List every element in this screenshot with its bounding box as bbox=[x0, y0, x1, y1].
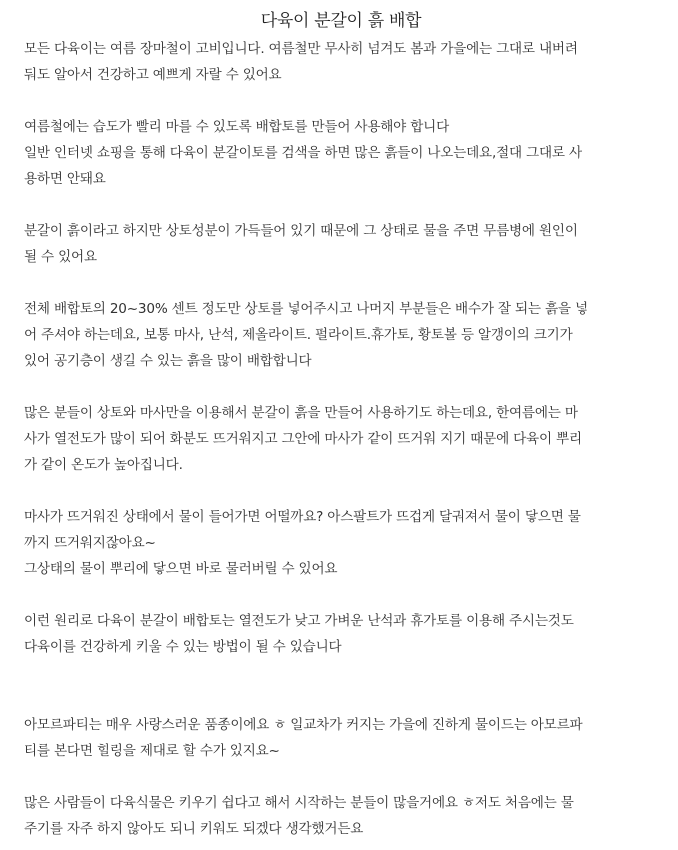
text-line: 여름철에는 습도가 빨리 마를 수 있도록 배합토를 만들어 사용해야 합니다 bbox=[24, 119, 450, 135]
paragraph-9 bbox=[24, 790, 658, 842]
text-line: 티를 본다면 힐링을 제대로 할 수가 있지요~ bbox=[24, 743, 280, 759]
text-line: 이런 원리로 다육이 분갈이 배합토는 열전도가 낮고 가벼운 난석과 휴가토를 이용해 주시는것도 bbox=[24, 613, 574, 629]
text-line: 까지 뜨거워지잖아요~ bbox=[24, 535, 156, 551]
text-line: 그상태의 물이 뿌리에 닿으면 바로 물러버릴 수 있어요 bbox=[24, 561, 338, 577]
paragraph-7 bbox=[24, 608, 658, 660]
text-line: 될 수 있어요 bbox=[24, 249, 97, 265]
text-line: 분갈이 흙이라고 하지만 상토성분이 가득들어 있기 때문에 그 상태로 물을 주면 무름병에 원인이 bbox=[24, 223, 578, 239]
text-line: 용하면 안돼요 bbox=[24, 171, 106, 187]
text-line: 둬도 알아서 건강하고 예쁘게 자랄 수 있어요 bbox=[24, 67, 282, 83]
paragraph-3 bbox=[24, 218, 658, 270]
text-line: 아모르파티는 매우 사랑스러운 품종이에요 ㅎ 일교차가 커지는 가을에 진하게 물이드는 아모르파 bbox=[24, 717, 583, 733]
text-line: 있어 공기층이 생길 수 있는 흙을 많이 배합합니다 bbox=[24, 353, 312, 369]
paragraph-5 bbox=[24, 400, 658, 478]
text-line: 가 같이 온도가 높아집니다. bbox=[24, 457, 183, 473]
paragraph-2 bbox=[24, 114, 658, 192]
article-title: 다육이 분갈이 흙 배합 bbox=[260, 11, 422, 31]
text-line: 다육이를 건강하게 키울 수 있는 방법이 될 수 있습니다 bbox=[24, 639, 342, 655]
text-line: 전체 배합토의 20~30% 센트 정도만 상토를 넣어주시고 나머지 부분들은 배수가 잘 되는 흙을 넣 bbox=[24, 301, 588, 317]
text-line: 일반 인터넷 쇼핑을 통해 다육이 분갈이토를 검색을 하면 많은 흙들이 나오는데요,절대 그대로 사 bbox=[24, 145, 582, 161]
paragraph-8 bbox=[24, 712, 658, 764]
text-line: 주기를 자주 하지 않아도 되니 키워도 되겠다 생각했거든요 bbox=[24, 821, 364, 837]
text-line: 많은 사람들이 다육식물은 키우기 쉽다고 해서 시작하는 분들이 많을거에요 ㅎ저도 처음에는 물 bbox=[24, 795, 574, 811]
text-line: 모든 다육이는 여름 장마철이 고비입니다. 여름철만 무사히 넘겨도 봄과 가을에는 그대로 내버려 bbox=[24, 41, 578, 57]
text-line: 사가 열전도가 많이 되어 화분도 뜨거워지고 그안에 마사가 같이 뜨거워 지기 때문에 다육이 뿌리 bbox=[24, 431, 582, 447]
paragraph-6 bbox=[24, 504, 658, 582]
paragraph-1 bbox=[24, 36, 658, 88]
text-line: 많은 분들이 상토와 마사만을 이용해서 분갈이 흙을 만들어 사용하기도 하는데요, 한여름에는 마 bbox=[24, 405, 578, 421]
paragraph-4 bbox=[24, 296, 658, 374]
text-line: 마사가 뜨거워진 상태에서 물이 들어가면 어떨까요? 아스팔트가 뜨겁게 달궈져서 물이 닿으면 물 bbox=[24, 509, 581, 525]
text-line: 어 주셔야 하는데요, 보통 마사, 난석, 제올라이트. 펄라이트.휴가토, 황토볼 등 알갱이의 크기가 bbox=[24, 327, 573, 343]
